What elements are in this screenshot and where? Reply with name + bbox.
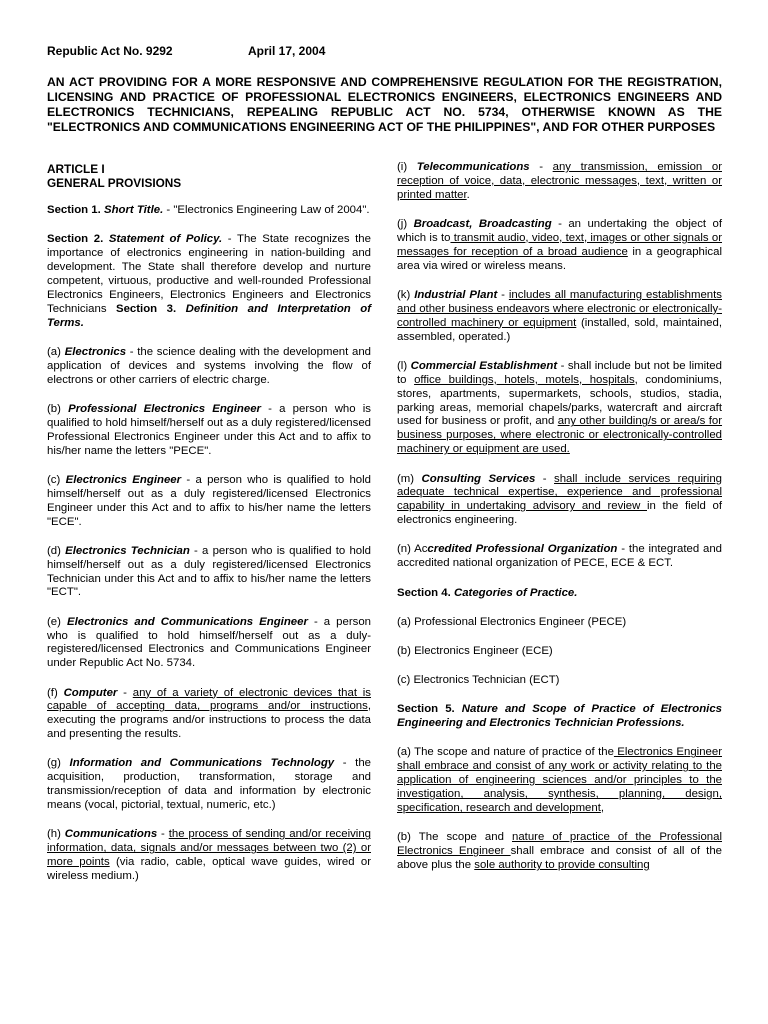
article-number: ARTICLE I — [47, 162, 105, 176]
definition-j-text-1: - an undertaking the object of which is to — [397, 218, 722, 244]
definition-k — [397, 289, 722, 345]
section-5-b — [397, 831, 722, 873]
definition-b-prefix: (b) — [47, 402, 69, 415]
section-5-a — [397, 746, 722, 816]
definition-g-text: - the acquisition, production, transformation, storage and transmission/reception of data and information by electronic means (vocal, pictorial, textual, numeric, etc.) — [47, 757, 371, 812]
definition-h-text: (via radio, cable, optical wave guides, wired or wireless medium.) — [47, 856, 372, 883]
definition-l-term: Commercial Establishment — [410, 359, 558, 372]
definition-d — [47, 545, 371, 601]
section-3-label: Section 3. — [116, 302, 177, 315]
definition-c-term: Electronics Engineer — [65, 473, 182, 486]
definition-c-text: - a person who is qualified to hold himself/herself out as a duly registered/licensed Electronics Engineer under this Act and to affix to his/her name the letters "ECE". — [47, 473, 371, 528]
section-2-term: Statement of Policy. — [108, 233, 223, 246]
definition-d-text: - a person who is qualified to hold himself/herself out as a duly registered/licensed Electronics Technician under this Act and to affix to his/her name the letters "ECT". — [47, 544, 371, 599]
definition-n-term: credited Professional Organization — [427, 543, 618, 556]
article-name: GENERAL PROVISIONS — [47, 176, 182, 190]
section-5-b-text-1: (b) The scope and — [397, 831, 512, 844]
definition-j-text-2: in a geographical area via wired or wireless means. — [397, 245, 722, 272]
definition-l-text-2: , condominiums, stores, apartments, supermarkets, schools, studios, stadia, parking areas, memorial chapels/parks, watercraft and aircraft used for business or profit, and — [397, 373, 722, 428]
definition-k-text: (installed, sold, maintained, assembled, operated.) — [397, 316, 722, 343]
definition-f-underlined: any of a variety of electronic devices that is capable of accepting data, programs and/or instructions — [47, 686, 372, 713]
definition-k-dash: - — [497, 288, 509, 301]
section-2-label: Section 2. — [47, 233, 104, 246]
section-5-heading — [397, 703, 722, 731]
definition-g — [47, 757, 371, 813]
section-5-a-text-2: , — [600, 802, 605, 815]
definition-e-prefix: (e) — [47, 615, 67, 628]
section-5-b-underlined-1: nature of practice of the Professional Electronics Engineer — [397, 831, 722, 858]
section-5-a-text-1: (a) The scope and nature of practice of the — [397, 746, 614, 759]
definition-b-term: Professional Electronics Engineer — [68, 402, 261, 415]
definition-m-dash: - — [535, 472, 555, 485]
definition-h-term: Communications — [64, 828, 158, 841]
section-4-term: Categories of Practice. — [453, 586, 578, 599]
definition-l-text-1: - shall include but not be limited to — [397, 359, 722, 386]
definition-m-text: in the field of electronics engineering. — [397, 500, 722, 527]
act-title: AN ACT PROVIDING FOR A MORE RESPONSIVE AND COMPREHENSIVE REGULATION FOR THE REGISTRATION, LICENSING AND PRACTICE OF PROFESSIONAL ELECTRONICS ENGINEERS, ELECTRONICS ENGINEERS AND ELECTRONICS TECHNICIANS, REPEALING REPUBLIC ACT NO. 5734, OTHERWISE KNOWN AS THE "ELECTRONICS AND COMMUNICATIONS ENGINEERING ACT OF THE PHILIPPINES", AND FOR OTHER PURPOSES — [47, 75, 722, 134]
definition-n-prefix: (n) Ac — [397, 543, 428, 556]
definition-i-underlined: any transmission, emission or reception of voice, data, electronic messages, text, written or printed matter — [397, 161, 722, 201]
section-4-heading — [397, 587, 722, 601]
article-heading — [47, 162, 371, 190]
definition-l-underlined-1: office buildings, hotels, motels, hospitals — [414, 373, 635, 386]
definition-a-term: Electronics — [64, 345, 127, 358]
definition-i-prefix: (i) — [397, 161, 417, 173]
definition-f-dash: - — [117, 686, 133, 699]
definition-f-text: , executing the programs and/or instructions to process the data and presenting the results. — [47, 700, 371, 741]
definition-g-prefix: (g) — [47, 757, 70, 770]
section-2 — [47, 233, 371, 330]
section-5-label: Section 5. — [397, 703, 455, 716]
section-1-label: Section 1. — [47, 204, 101, 216]
practice-category-3: (c) Electronics Technician (ECT) — [397, 674, 560, 687]
definition-k-term: Industrial Plant — [414, 288, 498, 301]
definition-m-prefix: (m) — [397, 472, 422, 485]
document-header — [47, 44, 326, 59]
definition-h-underlined: the process of sending and/or receiving information, data, signals and/or messages between two (2) or more points — [47, 828, 371, 869]
definition-k-underlined: includes all manufacturing establishments and other business endeavors where electronic or electronically-controlled machinery or equipment — [397, 288, 722, 329]
definition-j — [397, 218, 722, 274]
definition-n — [397, 543, 722, 571]
definition-j-underlined: transmit audio, video, text, images or other signals or messages for reception of a broad audience — [397, 231, 722, 258]
practice-category-2: (b) Electronics Engineer (ECE) — [397, 644, 553, 657]
definition-c — [47, 474, 371, 530]
section-4-label: Section 4. — [397, 586, 451, 599]
definition-k-prefix: (k) — [397, 288, 415, 301]
section-2-text: - The State recognizes the importance of electronics engineering in nation-building and development. The State shall therefore develop and nurture competent, virtuous, productive and well-rounded Professional Electronics Engineers, Electronics Engineers and Electronics Technicians — [47, 233, 371, 315]
definition-m — [397, 473, 722, 529]
act-date: April 17, 2004 — [248, 44, 326, 58]
definition-i-term: Telecommunications — [416, 161, 530, 173]
definition-m-underlined: shall include services requiring adequate technical expertise, experience and professional capability in undertaking advisory and review — [397, 472, 722, 513]
definition-f-prefix: (f) — [47, 686, 64, 699]
definition-f — [47, 687, 371, 743]
definition-i-text: . — [466, 188, 470, 201]
definition-c-prefix: (c) — [47, 473, 66, 486]
definition-a — [47, 346, 371, 388]
right-column — [397, 161, 722, 888]
left-column — [47, 162, 371, 899]
practice-category-1: (a) Professional Electronics Engineer (PECE) — [397, 615, 627, 628]
section-1-text: - "Electronics Engineering Law of 2004". — [163, 204, 370, 216]
section-3-term: Definition and Interpretation of Terms. — [47, 302, 371, 329]
act-number: Republic Act No. 9292 — [47, 44, 173, 58]
definition-e-text: - a person who is qualified to hold himself/herself out as a duly-registered/licensed Electronics and Communications Engineer under Republic Act No. 5734. — [47, 615, 371, 670]
definition-j-prefix: (j) — [397, 218, 414, 231]
definition-n-text: - the integrated and accredited national organization of PECE, ECE & ECT. — [397, 543, 722, 570]
definition-b-text: - a person who is qualified to hold himself/herself out as a duly registered/licensed Professional Electronics Engineer under this Act and to affix to his/her name the letters "PECE". — [47, 402, 371, 457]
definition-i — [397, 161, 722, 203]
section-5-a-underlined: Electronics Engineer shall embrace and consist of any work or activity relating to the application of engineering sciences and/or principles to the investigation, analysis, synthesis, planning, design, specification, research and development — [397, 746, 722, 815]
definition-i-dash: - — [529, 161, 553, 173]
definition-h-prefix: (h) — [47, 828, 65, 841]
definition-e-term: Electronics and Communications Engineer — [66, 615, 308, 628]
definition-l-prefix: (l) — [397, 359, 411, 372]
definition-b — [47, 403, 371, 459]
section-1-term: Short Title. — [103, 204, 164, 216]
definition-a-prefix: (a) — [47, 345, 65, 358]
definition-m-term: Consulting Services — [421, 472, 536, 485]
definition-l-underlined-2: any other building/s or area/s for business purposes, where electronic or electronically-controlled machinery or equipment are used. — [397, 415, 723, 456]
definition-h-dash: - — [157, 828, 169, 841]
definition-d-prefix: (d) — [47, 544, 66, 557]
section-5-b-underlined-2: sole authority to provide consulting — [474, 859, 650, 872]
definition-e — [47, 616, 371, 672]
definition-j-term: Broadcast, Broadcasting — [413, 218, 552, 231]
section-5-b-text-2: shall embrace and consist of all of the above plus the — [397, 845, 722, 872]
definition-a-text: - the science dealing with the development and application of devices and systems involving the flow of electrons or other carriers of electric charge. — [47, 345, 372, 386]
definition-d-term: Electronics Technician — [65, 544, 190, 557]
section-5-term: Nature and Scope of Practice of Electronics Engineering and Electronics Technician Professions. — [397, 703, 722, 730]
definition-l — [397, 360, 722, 457]
definition-h — [47, 828, 371, 884]
section-1 — [47, 204, 371, 218]
definition-f-term: Computer — [63, 686, 118, 699]
definition-g-term: Information and Communications Technology — [69, 757, 335, 770]
